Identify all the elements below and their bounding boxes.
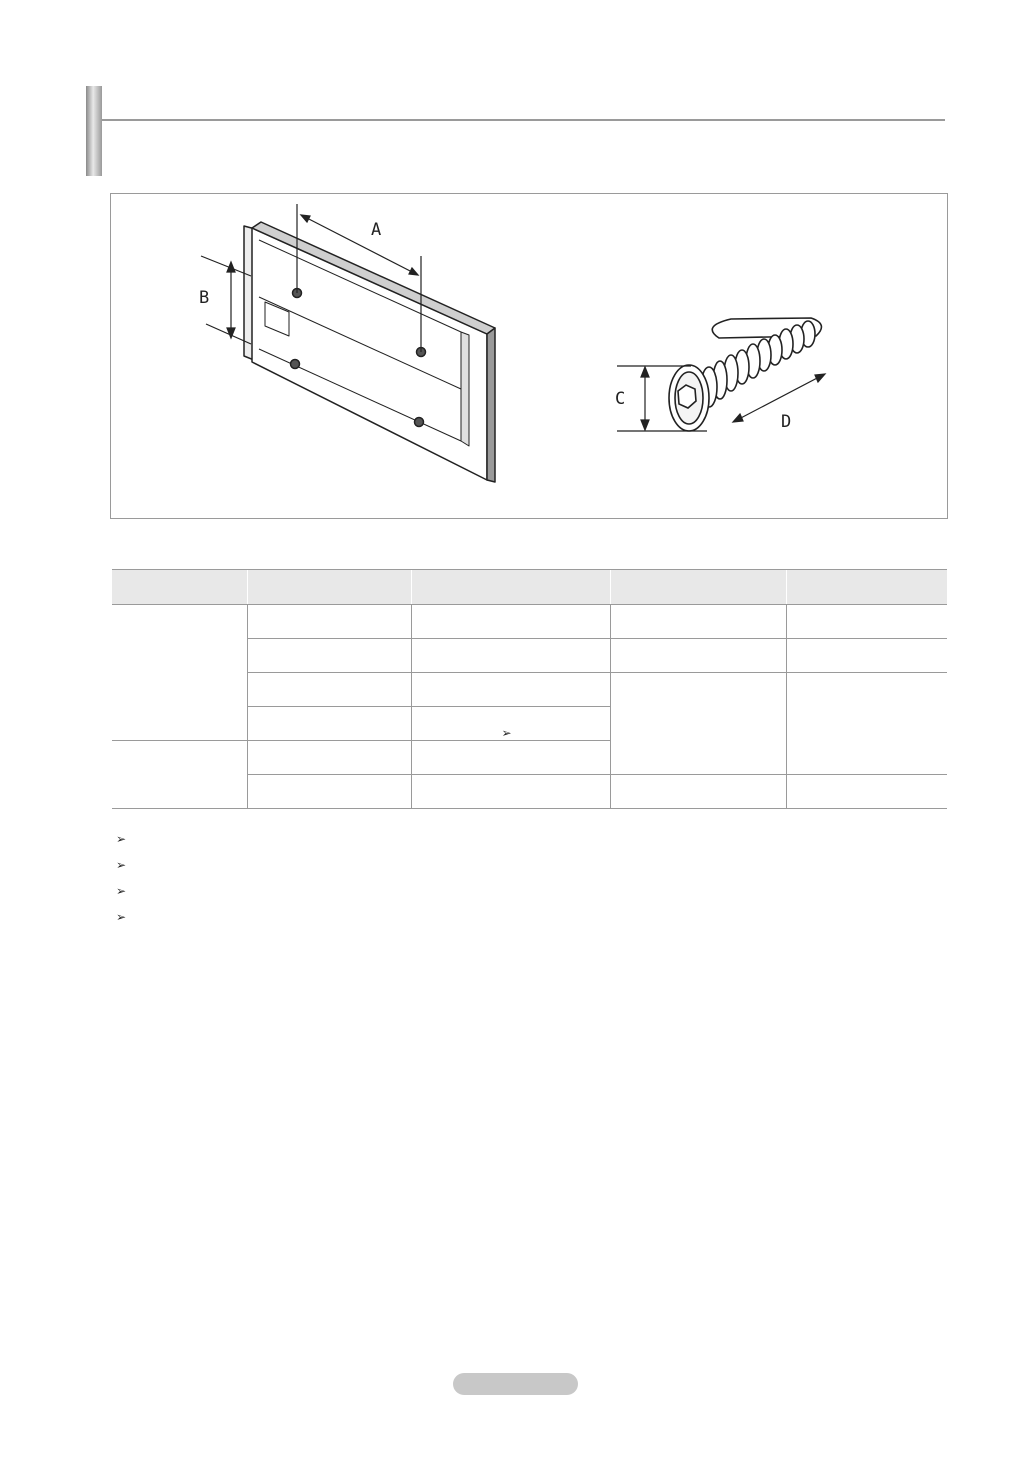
wall-mount-illustration: [111, 194, 949, 520]
table-cell: [610, 673, 786, 775]
notes-list: [116, 832, 126, 936]
table-cell: [786, 775, 947, 809]
table-cell: [411, 639, 610, 673]
table-cell: [786, 605, 947, 639]
table-cell: [247, 673, 411, 707]
table-cell: [247, 741, 411, 775]
table-header-cell: [112, 570, 247, 605]
table-cell: [786, 673, 947, 775]
table-cell: [610, 775, 786, 809]
note-arrow-icon: ➢: [116, 858, 127, 872]
dimension-label-b: B: [199, 288, 210, 308]
table-row: [112, 605, 947, 639]
table-cell: [610, 639, 786, 673]
wall-mount-figure: [110, 193, 948, 519]
table-cell: [786, 639, 947, 673]
table-cell: [247, 605, 411, 639]
list-item: [116, 832, 126, 858]
table-cell: [112, 741, 247, 809]
mounting-screw-icon: [669, 318, 821, 431]
dimension-label-c: C: [615, 389, 626, 409]
page-number-pill: [453, 1373, 578, 1395]
table-header-row: [112, 570, 947, 605]
tv-rear-panel-icon: [244, 222, 495, 482]
list-item: [116, 858, 126, 884]
table-header-cell: [610, 570, 786, 605]
section-title-bar: [86, 86, 102, 176]
table-cell: [610, 605, 786, 639]
note-arrow-icon: ➢: [501, 726, 512, 740]
table-cell: [247, 775, 411, 809]
table-header-cell: [786, 570, 947, 605]
dimension-label-d: D: [781, 412, 792, 432]
note-arrow-icon: ➢: [116, 832, 127, 846]
table-header-cell: [411, 570, 610, 605]
table-cell: [247, 707, 411, 741]
table-cell: [112, 605, 247, 741]
note-arrow-icon: ➢: [116, 910, 127, 924]
table-cell: [411, 775, 610, 809]
section-title-rule: [102, 119, 945, 121]
dimension-label-a: A: [371, 220, 382, 240]
list-item: [116, 910, 126, 936]
table-cell: [411, 605, 610, 639]
table-cell: [411, 741, 610, 775]
list-item: [116, 884, 126, 910]
note-arrow-icon: ➢: [116, 884, 127, 898]
table-header-cell: [247, 570, 411, 605]
table-cell: [411, 673, 610, 707]
table-cell: [247, 639, 411, 673]
spec-table: [112, 569, 947, 809]
table-cell: [411, 707, 610, 741]
